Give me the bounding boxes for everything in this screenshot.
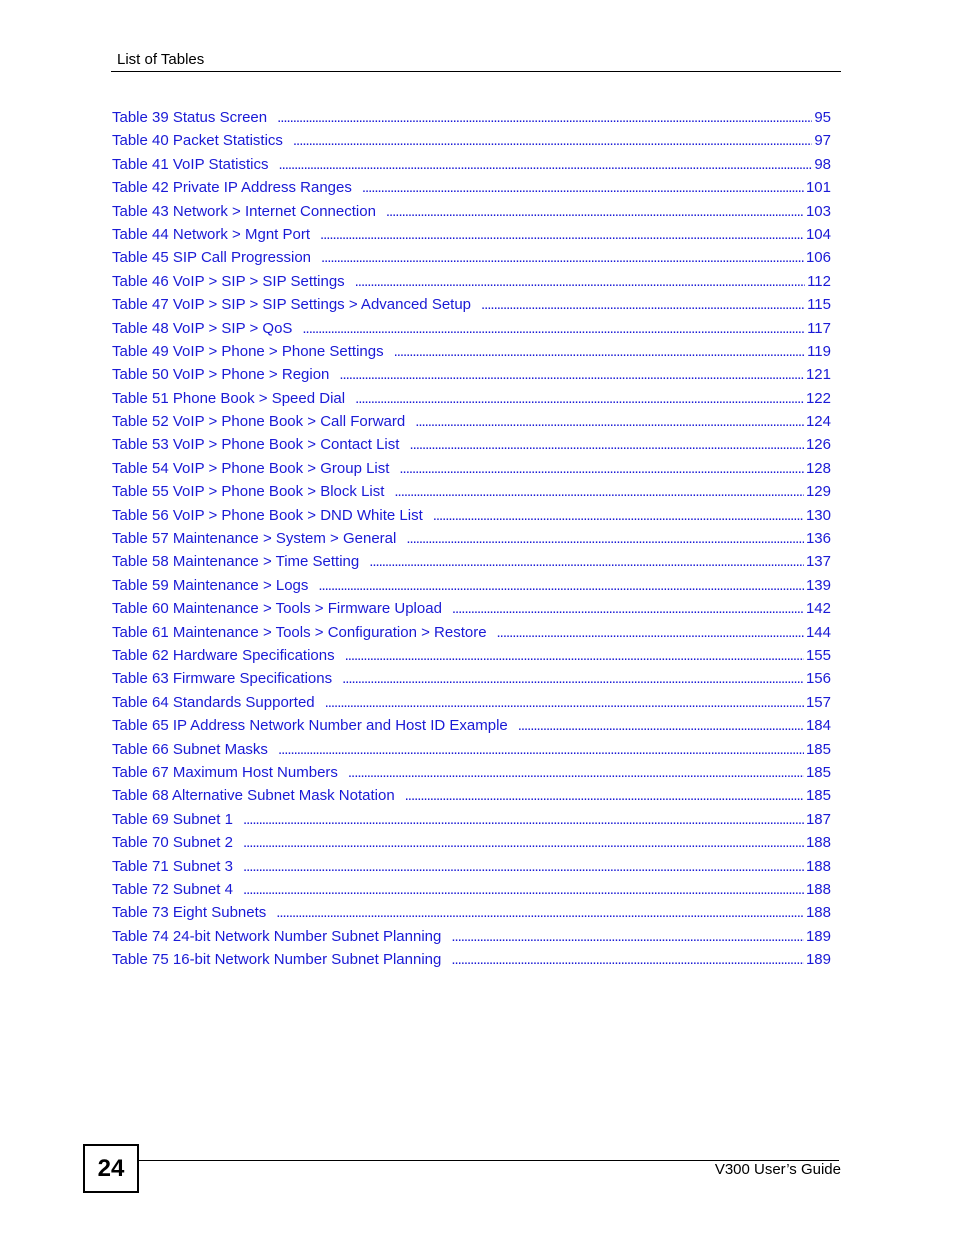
toc-leader-dots [355,387,804,410]
toc-entry-title: Table 67 Maximum Host Numbers [112,763,338,781]
toc-entry-page: 156 [805,670,831,688]
toc-entry-page: 122 [805,389,831,407]
toc-entry-title: Table 65 IP Address Network Number and Host ID Example [112,717,508,735]
toc-entry[interactable] [112,153,831,176]
toc-entry[interactable] [112,901,831,924]
toc-leader-dots [277,106,812,129]
toc-entry-page: 106 [805,249,831,267]
toc-entry[interactable] [112,714,831,737]
toc-entry-title: Table 69 Subnet 1 [112,810,233,828]
toc-entry[interactable] [112,831,831,854]
toc-leader-dots [369,550,804,573]
toc-leader-dots [348,761,804,784]
toc-entry-title: Table 68 Alternative Subnet Mask Notation [112,787,395,805]
toc-entry-page: 97 [814,132,831,150]
toc-entry[interactable] [112,504,831,527]
toc-entry-page: 98 [814,155,831,173]
toc-leader-dots [278,738,804,761]
toc-entry[interactable] [112,527,831,550]
toc-entry-page: 185 [805,763,831,781]
toc-leader-dots [433,504,804,527]
toc-leader-dots [302,317,805,340]
toc-entry[interactable] [112,691,831,714]
toc-entry-title: Table 57 Maintenance > System > General [112,530,397,548]
toc-entry-page: 155 [805,646,831,664]
toc-entry[interactable] [112,246,831,269]
toc-entry-title: Table 45 SIP Call Progression [112,249,311,267]
table-of-contents [112,106,831,971]
toc-entry-title: Table 51 Phone Book > Speed Dial [112,389,346,407]
toc-entry-title: Table 52 VoIP > Phone Book > Call Forward [112,413,406,431]
toc-entry-title: Table 70 Subnet 2 [112,834,233,852]
toc-leader-dots [318,574,804,597]
toc-entry-page: 157 [805,693,831,711]
toc-leader-dots [243,808,804,831]
toc-leader-dots [345,644,804,667]
toc-leader-dots [452,597,804,620]
toc-entry[interactable] [112,808,831,831]
toc-entry[interactable] [112,925,831,948]
toc-entry[interactable] [112,293,831,316]
toc-leader-dots [415,410,804,433]
toc-leader-dots [497,621,804,644]
toc-entry-page: 121 [805,366,831,384]
toc-entry-title: Table 43 Network > Internet Connection [112,202,376,220]
toc-entry-title: Table 63 Firmware Specifications [112,670,333,688]
toc-entry-title: Table 47 VoIP > SIP > SIP Settings > Advanced Setup [112,296,472,314]
toc-leader-dots [243,878,804,901]
toc-entry[interactable] [112,270,831,293]
toc-entry-title: Table 58 Maintenance > Time Setting [112,553,360,571]
toc-entry[interactable] [112,176,831,199]
toc-leader-dots [451,948,804,971]
toc-leader-dots [394,480,804,503]
toc-leader-dots [339,363,804,386]
toc-leader-dots [518,714,804,737]
footer-guide-title: V300 User’s Guide [714,1161,841,1178]
toc-entry[interactable] [112,223,831,246]
toc-entry[interactable] [112,200,831,223]
toc-entry-title: Table 48 VoIP > SIP > QoS [112,319,293,337]
toc-entry-page: 104 [805,225,831,243]
toc-entry[interactable] [112,597,831,620]
toc-entry[interactable] [112,574,831,597]
toc-leader-dots [394,340,805,363]
toc-entry[interactable] [112,855,831,878]
toc-entry-page: 124 [805,413,831,431]
toc-entry-page: 188 [805,834,831,852]
toc-leader-dots [243,855,804,878]
toc-leader-dots [406,527,804,550]
page-number-box [83,1144,139,1193]
page-number: 24 [97,1154,125,1182]
toc-entry-page: 188 [805,880,831,898]
toc-entry-page: 139 [805,576,831,594]
toc-entry[interactable] [112,433,831,456]
toc-entry[interactable] [112,480,831,503]
toc-leader-dots [362,176,804,199]
toc-leader-dots [451,925,804,948]
toc-entry-title: Table 56 VoIP > Phone Book > DND White List [112,506,423,524]
toc-entry-page: 128 [805,459,831,477]
toc-leader-dots [243,831,804,854]
toc-entry[interactable] [112,317,831,340]
toc-entry-page: 189 [805,927,831,945]
toc-entry[interactable] [112,761,831,784]
toc-entry-page: 187 [805,810,831,828]
toc-entry-page: 126 [805,436,831,454]
toc-entry[interactable] [112,948,831,971]
toc-entry-title: Table 41 VoIP Statistics [112,155,269,173]
toc-entry-page: 185 [805,787,831,805]
toc-entry-page: 142 [805,600,831,618]
toc-leader-dots [325,691,804,714]
toc-entry[interactable] [112,129,831,152]
toc-entry-page: 130 [805,506,831,524]
toc-entry[interactable] [112,363,831,386]
toc-entry[interactable] [112,784,831,807]
toc-leader-dots [276,901,804,924]
toc-entry[interactable] [112,878,831,901]
toc-entry[interactable] [112,340,831,363]
toc-entry-title: Table 55 VoIP > Phone Book > Block List [112,483,385,501]
toc-leader-dots [342,667,804,690]
toc-entry-page: 115 [807,296,831,314]
toc-entry-title: Table 59 Maintenance > Logs [112,576,309,594]
toc-entry-title: Table 74 24-bit Network Number Subnet Planning [112,927,442,945]
toc-entry-title: Table 46 VoIP > SIP > SIP Settings [112,272,345,290]
toc-entry-title: Table 71 Subnet 3 [112,857,233,875]
toc-entry-page: 136 [805,530,831,548]
header-rule [111,71,841,72]
toc-leader-dots [321,246,804,269]
toc-entry-page: 129 [805,483,831,501]
toc-entry-page: 103 [805,202,831,220]
toc-leader-dots [386,200,804,223]
toc-entry-title: Table 50 VoIP > Phone > Region [112,366,330,384]
toc-entry-title: Table 60 Maintenance > Tools > Firmware Upload [112,600,442,618]
toc-entry-title: Table 64 Standards Supported [112,693,315,711]
toc-entry-title: Table 53 VoIP > Phone Book > Contact List [112,436,400,454]
toc-entry[interactable] [112,644,831,667]
toc-entry-title: Table 73 Eight Subnets [112,904,267,922]
toc-leader-dots [320,223,804,246]
toc-entry-page: 112 [807,272,831,290]
toc-entry-title: Table 66 Subnet Masks [112,740,268,758]
toc-entry[interactable] [112,550,831,573]
toc-entry-title: Table 61 Maintenance > Tools > Configuration > Restore [112,623,487,641]
toc-entry[interactable] [112,621,831,644]
toc-entry-page: 101 [805,179,831,197]
toc-entry-page: 137 [805,553,831,571]
toc-entry-page: 185 [805,740,831,758]
toc-leader-dots [355,270,805,293]
toc-entry-page: 184 [805,717,831,735]
toc-entry-page: 188 [805,857,831,875]
toc-entry[interactable] [112,387,831,410]
toc-leader-dots [409,433,804,456]
toc-entry-page: 117 [807,319,831,337]
toc-entry-title: Table 75 16-bit Network Number Subnet Planning [112,951,442,969]
toc-entry-title: Table 39 Status Screen [112,109,268,126]
toc-entry-page: 188 [805,904,831,922]
toc-leader-dots [405,784,804,807]
page-header-title: List of Tables [117,51,205,68]
toc-leader-dots [399,457,804,480]
toc-entry[interactable] [112,457,831,480]
toc-entry[interactable] [112,410,831,433]
toc-entry[interactable] [112,667,831,690]
toc-entry-title: Table 44 Network > Mgnt Port [112,225,311,243]
toc-entry-page: 144 [805,623,831,641]
toc-leader-dots [481,293,805,316]
toc-leader-dots [278,153,812,176]
toc-leader-dots [293,129,812,152]
toc-entry-title: Table 40 Packet Statistics [112,132,283,150]
toc-entry[interactable] [112,738,831,761]
toc-entry-title: Table 62 Hardware Specifications [112,646,335,664]
toc-entry-title: Table 72 Subnet 4 [112,880,233,898]
toc-entry-title: Table 54 VoIP > Phone Book > Group List [112,459,390,477]
toc-entry[interactable] [112,106,831,129]
toc-entry-title: Table 49 VoIP > Phone > Phone Settings [112,342,384,360]
toc-entry-title: Table 42 Private IP Address Ranges [112,179,352,197]
toc-entry-page: 95 [814,109,831,126]
toc-entry-page: 119 [807,342,831,360]
toc-entry-page: 189 [805,951,831,969]
